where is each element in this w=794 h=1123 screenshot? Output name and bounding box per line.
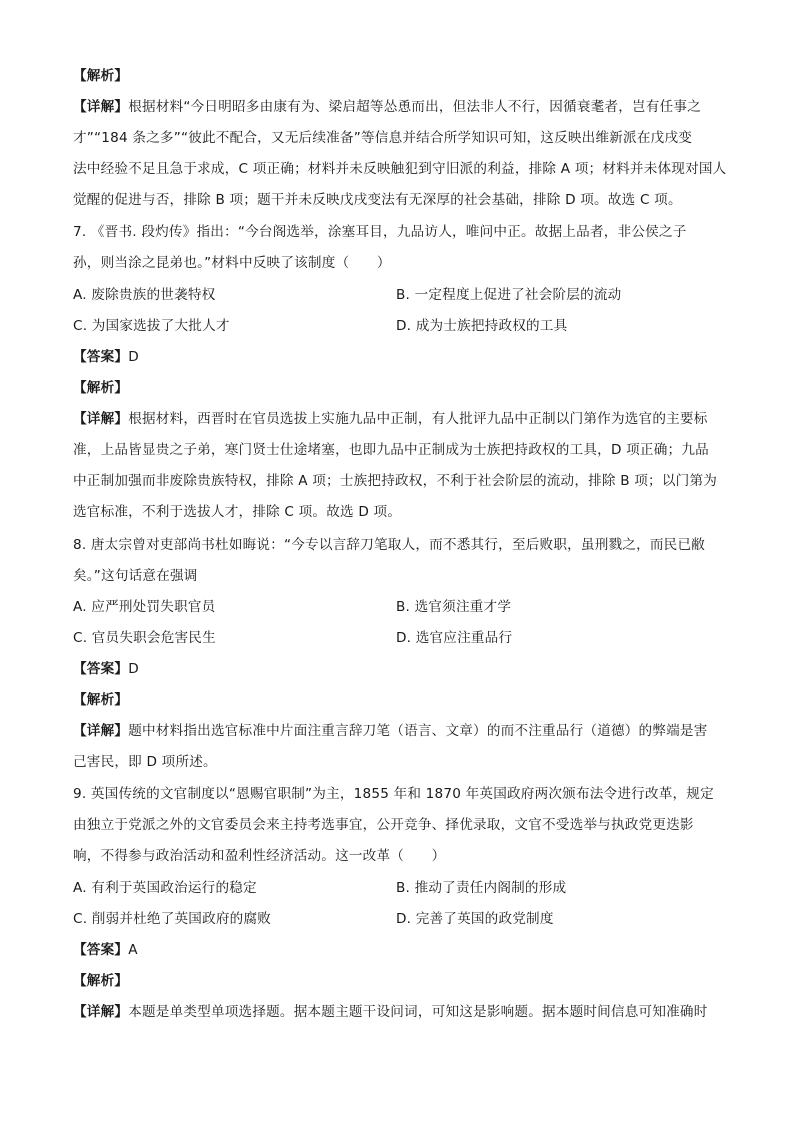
explanation-line: 准，上品皆显贵之子弟，寒门贤士仕途堵塞，也即九品中正制成为士族把持政权的工具，D 项正确；九品 [73, 442, 709, 458]
analysis-heading: 【解析】 [73, 973, 129, 989]
analysis-heading: 【解析】 [73, 692, 129, 708]
question-8-option-b: B. 选官须注重才学 [396, 599, 512, 615]
question-9-option-a: A. 有利于英国政治运行的稳定 [73, 880, 257, 896]
explanation-line: 【详解】根据材料，西晋时在官员选拔上实施九品中正制，有人批评九品中正制以门第作为选官的主要标 [73, 411, 708, 427]
question-9-option-d: D. 完善了英国的政党制度 [396, 911, 554, 927]
question-9-stem: 9. 英国传统的文官制度以“恩赐官职制”为主，1855 年和 1870 年英国政府两次颁布法令进行改革，规定 [73, 786, 714, 802]
explanation-line: 才”“184 条之多”“彼此不配合，又无后续准备”等信息并结合所学知识可知，这反映出维新派在戊戌变 [73, 130, 693, 146]
question-7-option-d: D. 成为士族把持政权的工具 [396, 318, 568, 334]
explanation-line: 【详解】题中材料指出选官标准中片面注重言辞刀笔（语言、文章）的而不注重品行（道德）的弊端是害 [73, 723, 708, 739]
explanation-line: 中正制加强而非废除贵族特权，排除 A 项；士族把持政权，不利于社会阶层的流动，排除 B 项；以门第为 [73, 473, 718, 489]
question-7-option-a: A. 废除贵族的世袭特权 [73, 287, 216, 303]
question-8-stem: 矣。”这句话意在强调 [73, 568, 198, 584]
question-9-answer: 【答案】A [73, 942, 138, 958]
question-8-option-a: A. 应严刑处罚失职官员 [73, 599, 216, 615]
explanation-line: 【详解】根据材料“今日明昭多由康有为、梁启超等怂恿而出，但法非人不行，因循衰耄者，岂有任事之 [73, 99, 701, 115]
question-9-option-b: B. 推动了责任内阁制的形成 [396, 880, 567, 896]
question-9-option-c: C. 削弱并杜绝了英国政府的腐败 [73, 911, 272, 927]
explanation-line: 【详解】本题是单类型单项选择题。据本题主题干设问词，可知这是影响题。据本题时间信息可知准确时 [73, 1004, 708, 1020]
question-9-stem: 响，不得参与政治活动和盈利性经济活动。这一改革（ ） [73, 848, 446, 864]
question-8-option-c: C. 官员失职会危害民生 [73, 630, 216, 646]
analysis-heading: 【解析】 [73, 380, 129, 396]
question-7-stem: 7. 《晋书. 段灼传》指出：“今台阁选举，涂塞耳目，九品访人，唯问中正。故据上品者，非公侯之子 [73, 224, 687, 240]
explanation-line: 选官标准，不利于选拔人才，排除 C 项。故选 D 项。 [73, 504, 402, 520]
question-8-stem: 8. 唐太宗曾对吏部尚书杜如晦说：“今专以言辞刀笔取人，而不悉其行，至后败职，虽刑戮之，而民已敝 [73, 537, 706, 553]
explanation-line: 己害民，即 D 项所述。 [73, 754, 217, 770]
analysis-heading: 【解析】 [73, 68, 129, 84]
explanation-line: 法中经验不足且急于求成，C 项正确；材料并未反映触犯到守旧派的利益，排除 A 项；材料并未体现对国人 [73, 161, 727, 177]
explanation-line: 觉醒的促进与否，排除 B 项；题干并未反映戊戌变法有无深厚的社会基础，排除 D 项。故选 C 项。 [73, 192, 682, 208]
question-9-stem: 由独立于党派之外的文官委员会来主持考选事宜，公开竞争、择优录取，文官不受选举与执政党更迭影 [73, 817, 694, 833]
question-7-answer: 【答案】D [73, 349, 139, 365]
question-7-option-b: B. 一定程度上促进了社会阶层的流动 [396, 287, 622, 303]
question-8-option-d: D. 选官应注重品行 [396, 630, 513, 646]
question-8-answer: 【答案】D [73, 661, 139, 677]
question-7-option-c: C. 为国家选拔了大批人才 [73, 318, 230, 334]
question-7-stem: 孙，则当涂之昆弟也。”材料中反映了该制度（ ） [73, 255, 391, 271]
